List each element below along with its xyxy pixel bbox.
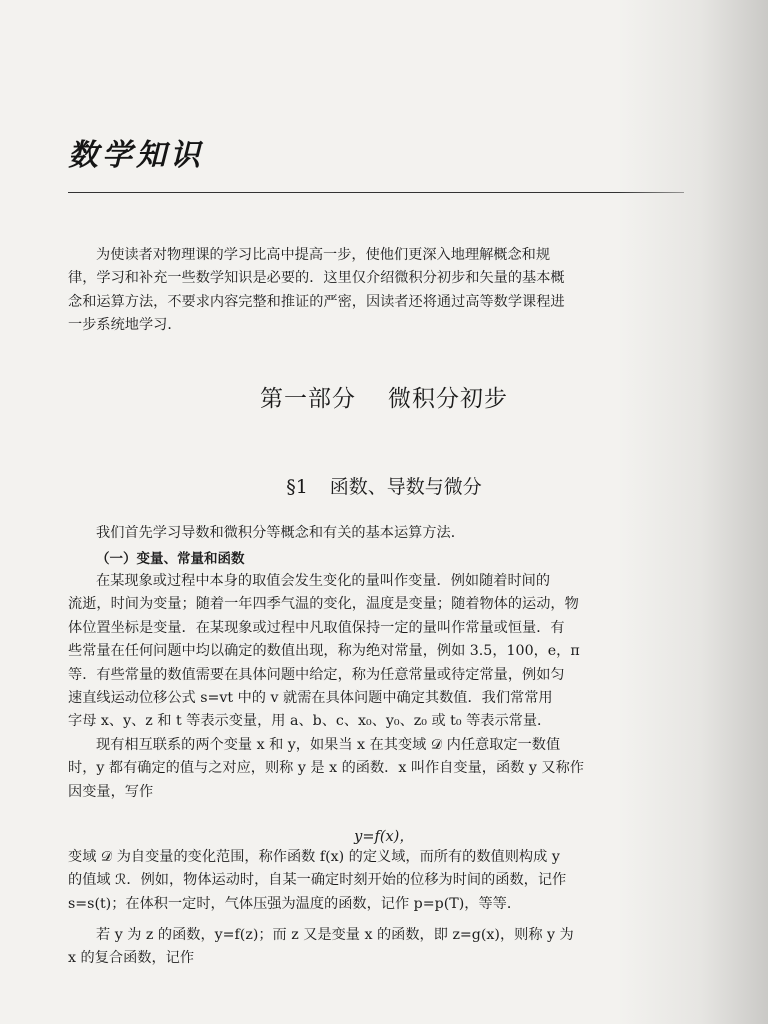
body-paragraph (68, 570, 690, 804)
subsection-heading: （一）变量、常量和函数 (96, 551, 245, 567)
text-line: 体位置坐标是变量．在某现象或过程中凡取值保持一定的量叫作常量或恒量．有 (68, 619, 565, 636)
text-line: 因变量，写作 (68, 783, 154, 800)
text-line: 若 y 为 z 的函数，y=f(z)；而 z 又是变量 x 的函数，即 z=g(x)，则称 y 为 (96, 927, 574, 943)
text-line: 我们首先学习导数和微积分等概念和有关的基本运算方法． (96, 525, 465, 541)
text-line: 在某现象或过程中本身的取值会发生变化的量叫作变量．例如随着时间的 (96, 573, 551, 589)
text-line: 时，y 都有确定的值与之对应，则称 y 是 x 的函数．x 叫作自变量，函数 y 又称作 (68, 760, 584, 777)
section-number: §1 (286, 476, 308, 498)
text-line: 字母 x、y、z 和 t 等表示变量，用 a、b、c、x₀、y₀、z₀ 或 t₀ 等表示常量． (68, 713, 552, 730)
text-line: 一步系统地学习． (68, 317, 182, 334)
formula: y=f(x)， (354, 829, 414, 845)
body-paragraph (68, 522, 690, 545)
part-name: 微积分初步 (388, 386, 508, 412)
section-name: 函数、导数与微分 (329, 476, 482, 498)
section-heading (0, 472, 768, 499)
text-line: 等．有些常量的数值需要在具体问题中给定，称为任意常量或待定常量，例如匀 (68, 666, 565, 683)
body-paragraph (68, 924, 690, 971)
text-line: 现有相互联系的两个变量 x 和 y，如果当 x 在其变域 𝒟 内任意取定一数值 (96, 736, 561, 753)
part-number: 第一部分 (260, 386, 356, 412)
text-line: s=s(t)；在体积一定时，气体压强为温度的函数，记作 p=p(T)，等等． (68, 895, 522, 912)
text-line: 流逝，时间为变量；随着一年四季气温的变化，温度是变量；随着物体的运动，物 (68, 596, 579, 613)
part-heading (0, 380, 768, 413)
intro-paragraph (68, 244, 690, 338)
chapter-title: 数学知识 (68, 138, 204, 173)
text-line: 速直线运动位移公式 s=vt 中的 v 就需在具体问题中确定其数值．我们常常用 (68, 690, 553, 707)
text-line: 些常量在任何问题中均以确定的数值出现，称为绝对常量，例如 3.5，100，e，π (68, 643, 580, 660)
text-line: 的值域 ℛ．例如，物体运动时，自某一确定时刻开始的位移为时间的函数，记作 (68, 872, 567, 889)
text-line: 律，学习和补充一些数学知识是必要的．这里仅介绍微积分初步和矢量的基本概 (68, 270, 565, 287)
chapter-divider (68, 192, 684, 193)
body-paragraph (68, 846, 690, 916)
text-line: 念和运算方法，不要求内容完整和推证的严密，因读者还将通过高等数学课程进 (68, 293, 565, 310)
text-line: 为使读者对物理课的学习比高中提高一步，使他们更深入地理解概念和规 (96, 247, 551, 263)
text-line: 变域 𝒟 为自变量的变化范围，称作函数 f(x) 的定义域，而所有的数值则构成 y (68, 849, 560, 865)
text-line: x 的复合函数，记作 (68, 950, 195, 967)
